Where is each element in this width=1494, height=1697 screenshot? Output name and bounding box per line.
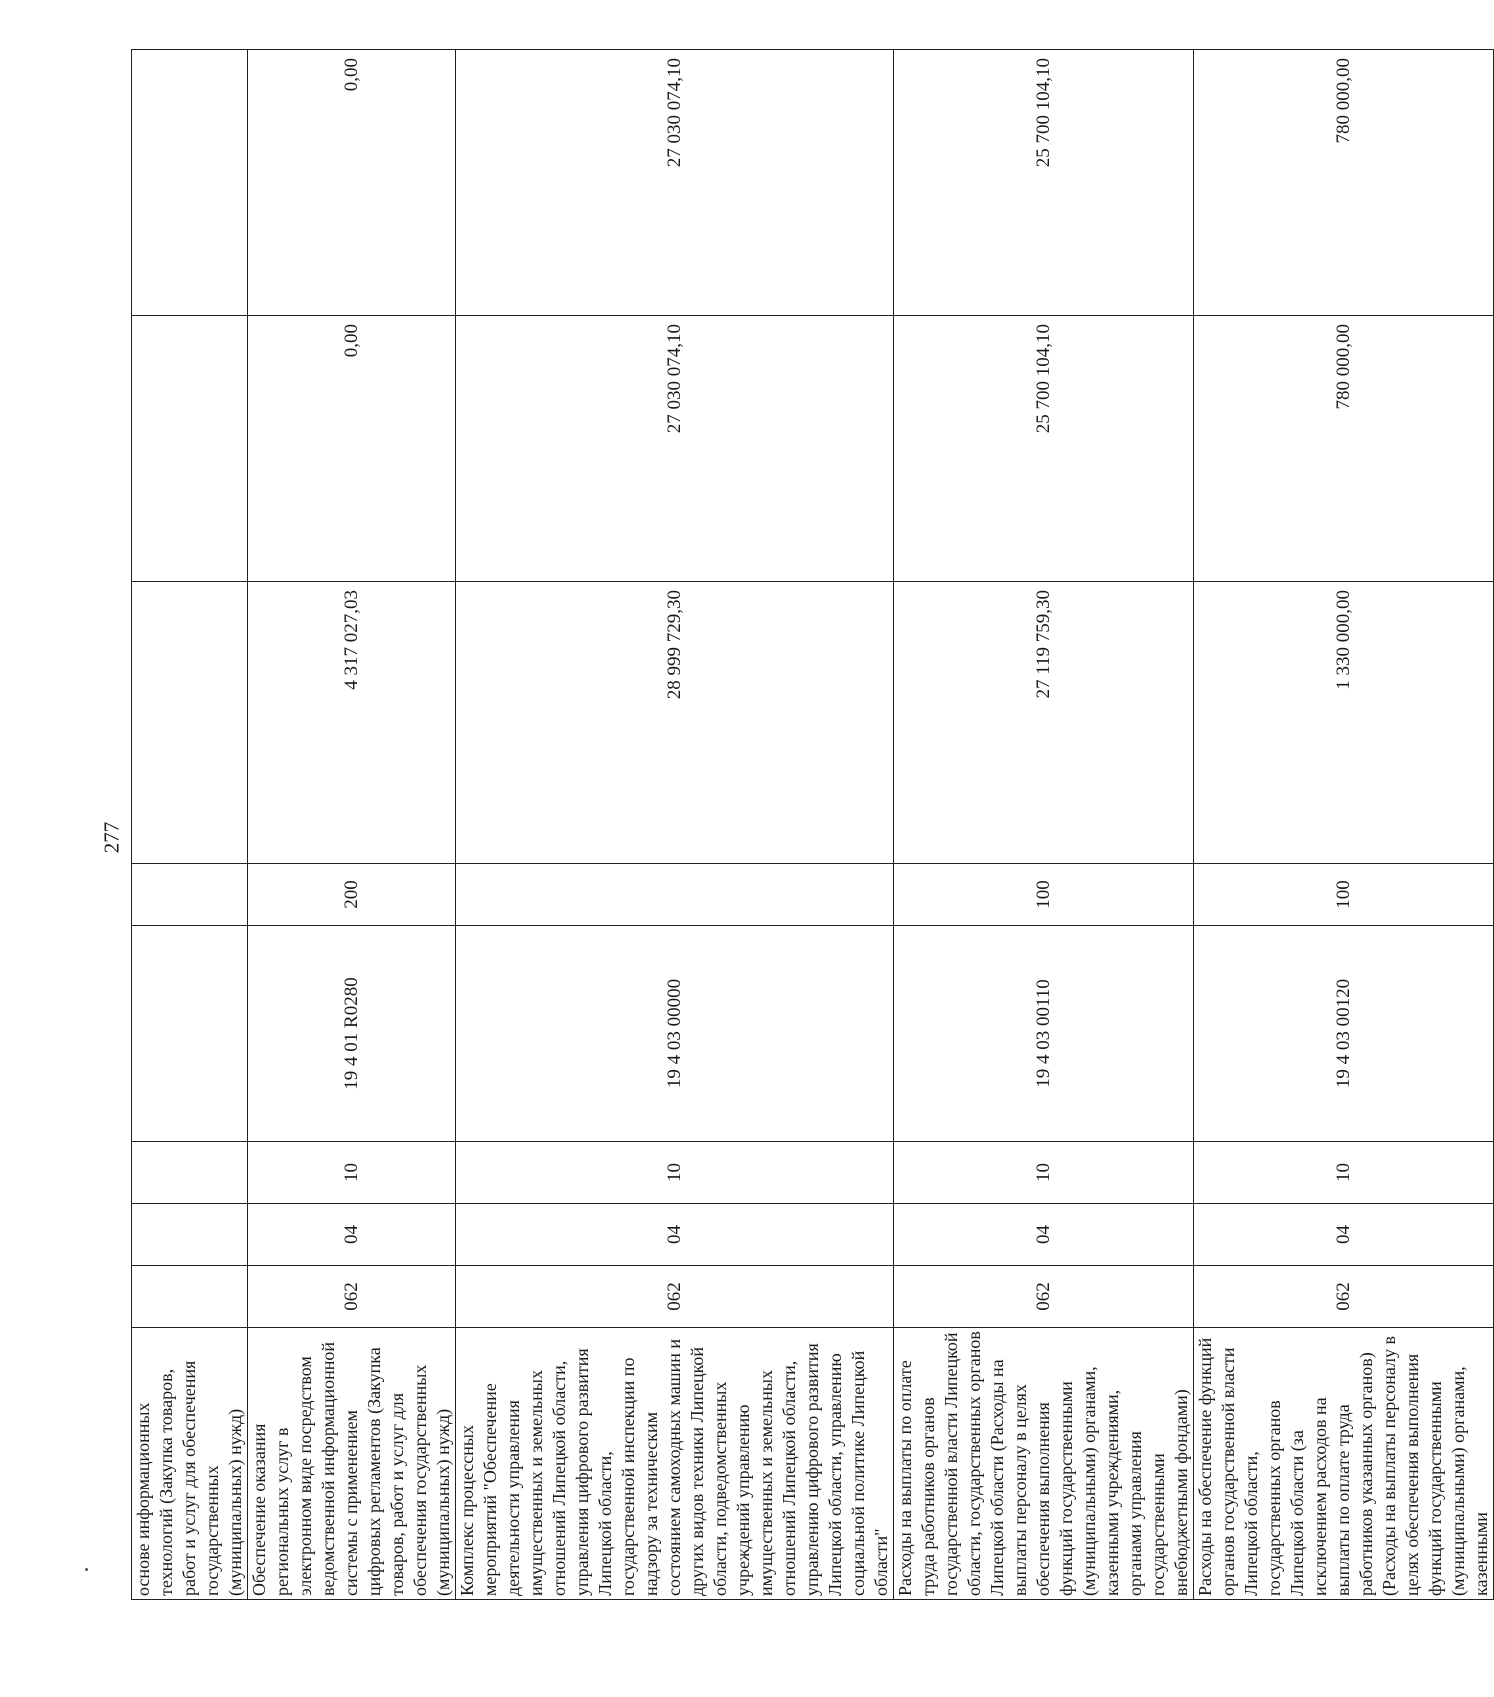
table-row bbox=[456, 50, 894, 1600]
amount-year-3: 780 000,00 bbox=[1194, 50, 1494, 316]
expense-type-code: 100 bbox=[894, 864, 1194, 926]
amount-year-1: 28 999 729,30 bbox=[456, 582, 894, 864]
row-description: Обеспечение оказания региональных услуг в электронном виде посредством ведомственной информационной системы с применением цифровых регламентов (Закупка товаров, работ и услуг для обеспечения государственных (муниципальных) нужд) bbox=[248, 1328, 456, 1600]
subsection-code bbox=[132, 1142, 248, 1204]
target-article-code: 19 4 03 00000 bbox=[456, 926, 894, 1142]
subsection-code: 10 bbox=[1194, 1142, 1494, 1204]
row-description: основе информационных технологий (Закупка товаров, работ и услуг для обеспечения государственных (муниципальных) нужд) bbox=[132, 1328, 248, 1600]
target-article-code: 19 4 01 R0280 bbox=[248, 926, 456, 1142]
amount-year-1: 4 317 027,03 bbox=[248, 582, 456, 864]
rotated-table-container bbox=[131, 50, 1491, 1600]
amount-year-1: 1 330 000,00 bbox=[1194, 582, 1494, 864]
expense-type-code: 100 bbox=[1194, 864, 1494, 926]
table-row bbox=[248, 50, 456, 1600]
amount-year-1 bbox=[132, 582, 248, 864]
row-description: Расходы на обеспечение функций органов государственной власти Липецкой области, государственных органов Липецкой области (за исключением расходов на выплаты по оплате труда работников указанных органов) (Расходы на выплаты персоналу в целях обеспечения выполнения функций государственными (муниципальными) органами, казенными bbox=[1194, 1328, 1494, 1600]
target-article-code bbox=[132, 926, 248, 1142]
row-description: Комплекс процессных мероприятий "Обеспечение деятельности управления имущественных и земельных отношений Липецкой области, управления цифрового развития Липецкой области, государственной инспекции по надзору за техническим состоянием самоходных машин и других видов техники Липецкой области, подведомственных учреждений управлению имущественных и земельных отношений Липецкой области, управлению цифрового развития Липецкой области, управлению социальной политике Липецкой области" bbox=[456, 1328, 894, 1600]
scan-speck bbox=[85, 1568, 88, 1571]
expense-type-code: 200 bbox=[248, 864, 456, 926]
section-code: 04 bbox=[894, 1204, 1194, 1266]
section-code: 04 bbox=[248, 1204, 456, 1266]
subsection-code: 10 bbox=[456, 1142, 894, 1204]
amount-year-1: 27 119 759,30 bbox=[894, 582, 1194, 864]
table-row bbox=[894, 50, 1194, 1600]
amount-year-3 bbox=[132, 50, 248, 316]
ved-code: 062 bbox=[894, 1266, 1194, 1328]
section-code bbox=[132, 1204, 248, 1266]
target-article-code: 19 4 03 00110 bbox=[894, 926, 1194, 1142]
amount-year-3: 0,00 bbox=[248, 50, 456, 316]
table-row bbox=[1194, 50, 1494, 1600]
subsection-code: 10 bbox=[248, 1142, 456, 1204]
ved-code: 062 bbox=[456, 1266, 894, 1328]
target-article-code: 19 4 03 00120 bbox=[1194, 926, 1494, 1142]
ved-code bbox=[132, 1266, 248, 1328]
amount-year-2: 780 000,00 bbox=[1194, 316, 1494, 582]
expense-type-code bbox=[132, 864, 248, 926]
section-code: 04 bbox=[456, 1204, 894, 1266]
amount-year-2 bbox=[132, 316, 248, 582]
table-row bbox=[132, 50, 248, 1600]
section-code: 04 bbox=[1194, 1204, 1494, 1266]
page-number: 277 bbox=[99, 821, 124, 854]
budget-table bbox=[131, 49, 1494, 1600]
amount-year-3: 25 700 104,10 bbox=[894, 50, 1194, 316]
amount-year-2: 25 700 104,10 bbox=[894, 316, 1194, 582]
subsection-code: 10 bbox=[894, 1142, 1194, 1204]
amount-year-3: 27 030 074,10 bbox=[456, 50, 894, 316]
expense-type-code bbox=[456, 864, 894, 926]
amount-year-2: 0,00 bbox=[248, 316, 456, 582]
amount-year-2: 27 030 074,10 bbox=[456, 316, 894, 582]
ved-code: 062 bbox=[248, 1266, 456, 1328]
ved-code: 062 bbox=[1194, 1266, 1494, 1328]
row-description: Расходы на выплаты по оплате труда работников органов государственной власти Липецкой области, государственных органов Липецкой области (Расходы на выплаты персоналу в целях обеспечения выполнения функций государственными (муниципальными) органами, казенными учреждениями, органами управления государственными внебюджетными фондами) bbox=[894, 1328, 1194, 1600]
